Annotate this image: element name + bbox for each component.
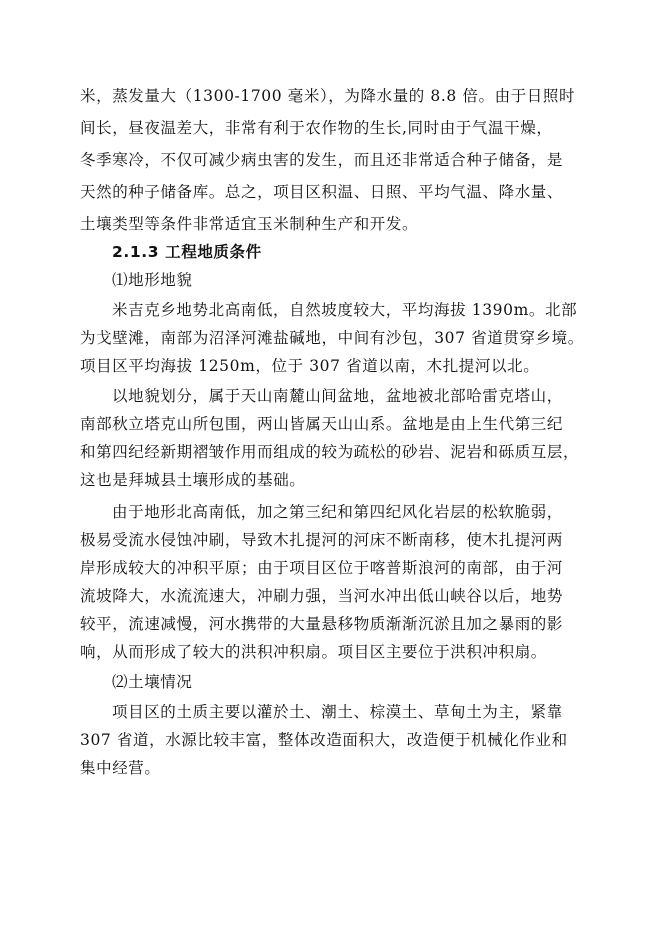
- body-line: 集中经营。: [80, 759, 161, 777]
- body-line: 这也是拜城县土壤形成的基础。: [80, 471, 306, 489]
- body-line: 由于地形北高南低，加之第三纪和第四纪风化岩层的松软脆弱，: [112, 503, 563, 521]
- body-line: 较平，流速减慢，河水携带的大量悬移物质渐渐沉淤且加之暴雨的影: [80, 615, 564, 633]
- body-line: 流坡降大，水流流速大，冲刷力强，当河水冲出低山峡谷以后，地势: [80, 587, 564, 605]
- body-line: 土壤类型等条件非常适宜玉米制种生产和开发。: [80, 215, 419, 233]
- body-line: 307 省道，水源比较丰富，整体改造面积大，改造便于机械化作业和: [80, 731, 568, 749]
- body-line: 响，从而形成了较大的洪积冲积扇。项目区主要位于洪积冲积扇。: [80, 643, 547, 661]
- body-line: 冬季寒冷，不仅可减少病虫害的发生，而且还非常适合种子储备，是: [80, 151, 564, 169]
- body-line: 岸形成较大的冲积平原；由于项目区位于喀普斯浪河的南部，由于河: [80, 559, 564, 577]
- subheading-terrain: ⑴地形地貌: [112, 271, 193, 289]
- body-line: 米，蒸发量大（1300-1700 毫米），为降水量的 8.8 倍。由于日照时: [80, 87, 576, 105]
- body-line: 南部秋立塔克山所包围，两山皆属天山山系。盆地是由上生代第三纪: [80, 415, 564, 433]
- body-line: 以地貌划分，属于天山南麓山间盆地，盆地被北部哈雷克塔山，: [112, 387, 563, 405]
- body-line: 项目区的土质主要以灌於土、潮土、棕漠土、草甸土为主，紧靠: [112, 703, 563, 721]
- body-line: 项目区平均海拔 1250m，位于 307 省道以南，木扎提河以北。: [80, 357, 540, 375]
- section-heading: 2.1.3 工程地质条件: [112, 243, 262, 261]
- body-line: 为戈壁滩，南部为沼泽河滩盐碱地，中间有沙包，307 省道贯穿乡境。: [80, 329, 584, 347]
- body-line: 米吉克乡地势北高南低，自然坡度较大，平均海拔 1390m。北部: [112, 301, 578, 319]
- subheading-soil: ⑵土壤情况: [112, 673, 193, 691]
- body-line: 和第四纪经新期褶皱作用而组成的较为疏松的砂岩、泥岩和砾质互层，: [80, 443, 580, 461]
- body-line: 天然的种子储备库。总之，项目区积温、日照、平均气温、降水量、: [80, 183, 564, 201]
- body-line: 极易受流水侵蚀冲刷，导致木扎提河的河床不断南移，使木扎提河两: [80, 531, 564, 549]
- body-line: 间长，昼夜温差大，非常有利于农作物的生长,同时由于气温干燥，: [80, 119, 553, 137]
